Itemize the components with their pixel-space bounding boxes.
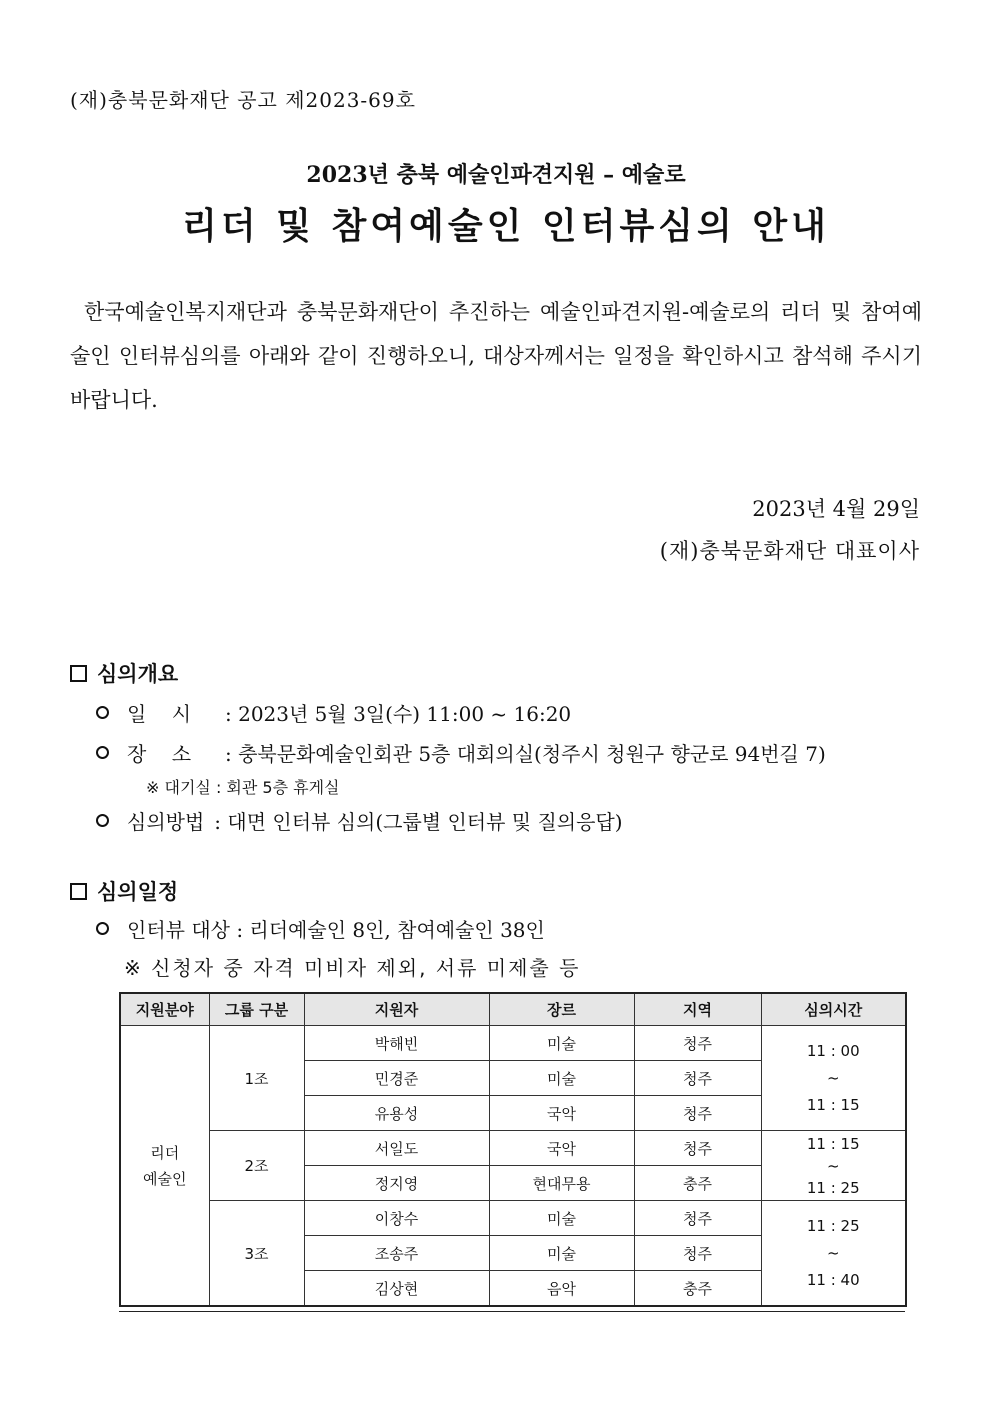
table-row: [120, 1131, 906, 1166]
genre-cell: 미술: [489, 1061, 634, 1096]
document-subtitle: 2023년 충북 예술인파견지원 – 예술로: [306, 162, 686, 188]
region-cell: 청주: [634, 1131, 761, 1166]
time-cell: [761, 1201, 906, 1307]
signature-org: (재)충북문화재단 대표이사: [659, 539, 920, 563]
time-cell: [761, 1026, 906, 1131]
genre-cell: 미술: [489, 1236, 634, 1271]
region-cell: 충주: [634, 1166, 761, 1201]
overview-method-value: : 대면 인터뷰 심의(그룹별 인터뷰 및 질의응답): [214, 810, 623, 834]
applicant-cell: 정지영: [304, 1166, 489, 1201]
schedule-heading-label: 심의일정: [97, 880, 179, 904]
column-header: 그룹 구분: [209, 993, 304, 1026]
field-cell: [120, 1026, 209, 1307]
time-start: 11 : 00: [806, 1041, 860, 1060]
overview-heading-label: 심의개요: [97, 662, 179, 686]
genre-cell: 음악: [489, 1271, 634, 1307]
time-end: 11 : 40: [806, 1270, 860, 1289]
genre-cell: 미술: [489, 1026, 634, 1061]
region-cell: 청주: [634, 1096, 761, 1131]
applicant-cell: 서일도: [304, 1131, 489, 1166]
table-header-row: [120, 993, 906, 1026]
column-header: 장르: [489, 993, 634, 1026]
applicant-cell: 민경준: [304, 1061, 489, 1096]
group-cell: 2조: [209, 1131, 304, 1201]
schedule-exclusion-note: ※ 신청자 중 자격 미비자 제외, 서류 미제출 등: [124, 956, 581, 980]
overview-date-value: : 2023년 5월 3일(수) 11:00 ~ 16:20: [225, 702, 572, 726]
group-cell: 3조: [209, 1201, 304, 1307]
schedule-target-text: 인터뷰 대상 : 리더예술인 8인, 참여예술인 38인: [127, 918, 545, 942]
column-header: 지원자: [304, 993, 489, 1026]
time-start: 11 : 15: [806, 1134, 860, 1153]
checkbox-square-icon: [70, 665, 87, 682]
overview-heading: [70, 658, 178, 688]
overview-method-row: [96, 806, 623, 835]
circle-bullet-icon: [96, 814, 109, 827]
time-end: 11 : 25: [806, 1178, 860, 1197]
genre-cell: 국악: [489, 1131, 634, 1166]
time-cell: [761, 1131, 906, 1201]
column-header: 심의시간: [761, 993, 906, 1026]
group-cell: 1조: [209, 1026, 304, 1131]
schedule-target-row: [96, 914, 545, 943]
overview-date-row: [96, 698, 571, 727]
waiting-room-note: ※ 대기실 : 회관 5층 휴게실: [146, 778, 340, 797]
genre-cell: 미술: [489, 1201, 634, 1236]
table-bottom-rule: [119, 1311, 905, 1312]
interview-schedule-table: [119, 992, 907, 1307]
table-row: [120, 1026, 906, 1061]
field-cell-line: 리더: [150, 1143, 180, 1162]
overview-place-value: : 충북문화예술인회관 5층 대회의실(청주시 청원구 향군로 94번길 7): [225, 742, 826, 766]
region-cell: 충주: [634, 1271, 761, 1307]
time-tilde: ~: [826, 1243, 840, 1262]
applicant-cell: 김상현: [304, 1271, 489, 1307]
signature-date: 2023년 4월 29일: [752, 497, 920, 521]
applicant-cell: 박해빈: [304, 1026, 489, 1061]
region-cell: 청주: [634, 1236, 761, 1271]
table-row: [120, 1201, 906, 1236]
region-cell: 청주: [634, 1201, 761, 1236]
region-cell: 청주: [634, 1061, 761, 1096]
applicant-cell: 유용성: [304, 1096, 489, 1131]
genre-cell: 국악: [489, 1096, 634, 1131]
time-tilde: ~: [826, 1156, 840, 1175]
document-title: 리더 및 참여예술인 인터뷰심의 안내: [182, 205, 830, 247]
schedule-heading: [70, 876, 178, 906]
circle-bullet-icon: [96, 746, 109, 759]
overview-place-label: 장 소: [127, 742, 192, 766]
checkbox-square-icon: [70, 883, 87, 900]
column-header: 지원분야: [120, 993, 209, 1026]
overview-place-row: [96, 738, 826, 767]
time-tilde: ~: [826, 1068, 840, 1087]
genre-cell: 현대무용: [489, 1166, 634, 1201]
column-header: 지역: [634, 993, 761, 1026]
circle-bullet-icon: [96, 706, 109, 719]
intro-paragraph: [70, 290, 922, 422]
applicant-cell: 조송주: [304, 1236, 489, 1271]
region-cell: 청주: [634, 1026, 761, 1061]
circle-bullet-icon: [96, 922, 109, 935]
notice-number: (재)충북문화재단 공고 제2023-69호: [70, 88, 416, 112]
applicant-cell: 이창수: [304, 1201, 489, 1236]
time-end: 11 : 15: [806, 1095, 860, 1114]
intro-text: 한국예술인복지재단과 충북문화재단이 추진하는 예술인파견지원-예술로의 리더 및 참여예술인 인터뷰심의를 아래와 같이 진행하오니, 대상자께서는 일정을 확인하시고 참석해 주시기 바랍니다.: [70, 300, 922, 412]
overview-method-label: 심의방법: [127, 810, 205, 834]
time-start: 11 : 25: [806, 1216, 860, 1235]
overview-date-label: 일 시: [127, 702, 192, 726]
field-cell-line: 예술인: [143, 1169, 187, 1188]
